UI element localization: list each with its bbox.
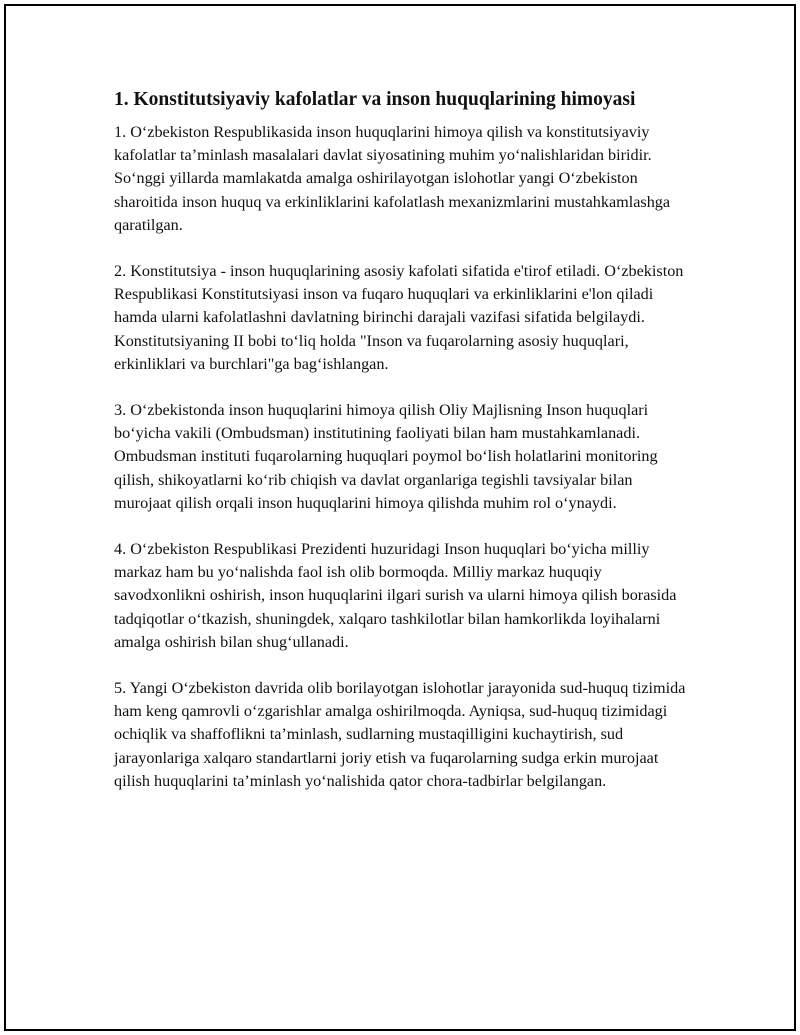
paragraph-1: 1. O‘zbekiston Respublikasida inson huquqlarini himoya qilish va konstitutsiyaviy kafolatlar ta’minlash masalalari davlat siyosatining muhim yo‘nalishlaridan biridir. So‘nggi yillarda mamlakatda amalga oshirilayotgan islohotlar yangi O‘zbekiston sharoitida inson huquq va erkinliklarini kafolatlash mexanizmlarini mustahkamlashga qaratilgan.: [114, 123, 671, 234]
paragraph-4: 4. O‘zbekiston Respublikasi Prezidenti huzuridagi Inson huquqlari bo‘yicha milliy markaz ham bu yo‘nalishda faol ish olib bormoqda. Milliy markaz huquqiy savodxonlikni oshirish, inson huquqlarini ilgari surish va ularni himoya qilish borasida tadqiqotlar o‘tkazish, shuningdek, xalqaro tashkilotlar bilan hamkorlikda loyihalarni amalga oshirish bilan shug‘ullanadi.: [114, 540, 677, 651]
section-heading: 1. Konstitutsiyaviy kafolatlar va inson huquqlarining himoyasi: [114, 89, 636, 110]
paragraph-3: 3. O‘zbekistonda inson huquqlarini himoya qilish Oliy Majlisning Inson huquqlari bo‘yicha vakili (Ombudsman) institutining faoliyati bilan ham mustahkamlanadi. Ombudsman instituti fuqarolarning huquqlari poymol bo‘lish holatlarini monitoring qilish, shikoyatlarni ko‘rib chiqish va davlat organlariga tegishli tavsiyalar bilan murojaat qilish orqali inson huquqlarini himoya qilishda muhim rol o‘ynaydi.: [114, 401, 658, 512]
paragraph-2: 2. Konstitutsiya - inson huquqlarining asosiy kafolati sifatida e'tirof etiladi. O‘zbekiston Respublikasi Konstitutsiyasi inson va fuqaro huquqlari va erkinliklarini e'lon qiladi hamda ularni kafolatlashni davlatning birinchi darajali vazifasi sifatida belgilaydi. Konstitutsiyaning II bobi to‘liq holda "Inson va fuqarolarning asosiy huquqlari, erkinliklari va burchlari"ga bag‘ishlangan.: [114, 262, 684, 373]
paragraph-5: 5. Yangi O‘zbekiston davrida olib borilayotgan islohotlar jarayonida sud-huquq tizimida ham keng qamrovli o‘zgarishlar amalga oshirilmoqda. Ayniqsa, sud-huquq tizimidagi ochiqlik va shaffoflikni ta’minlash, sudlarning mustaqilligini kuchaytirish, sud jarayonlariga xalqaro standartlarni joriy etish va fuqarolarning sudga erkin murojaat qilish huquqlarini ta’minlash yo‘nalishida qator chora-tadbirlar belgilangan.: [114, 679, 686, 790]
document-body: [114, 88, 686, 816]
